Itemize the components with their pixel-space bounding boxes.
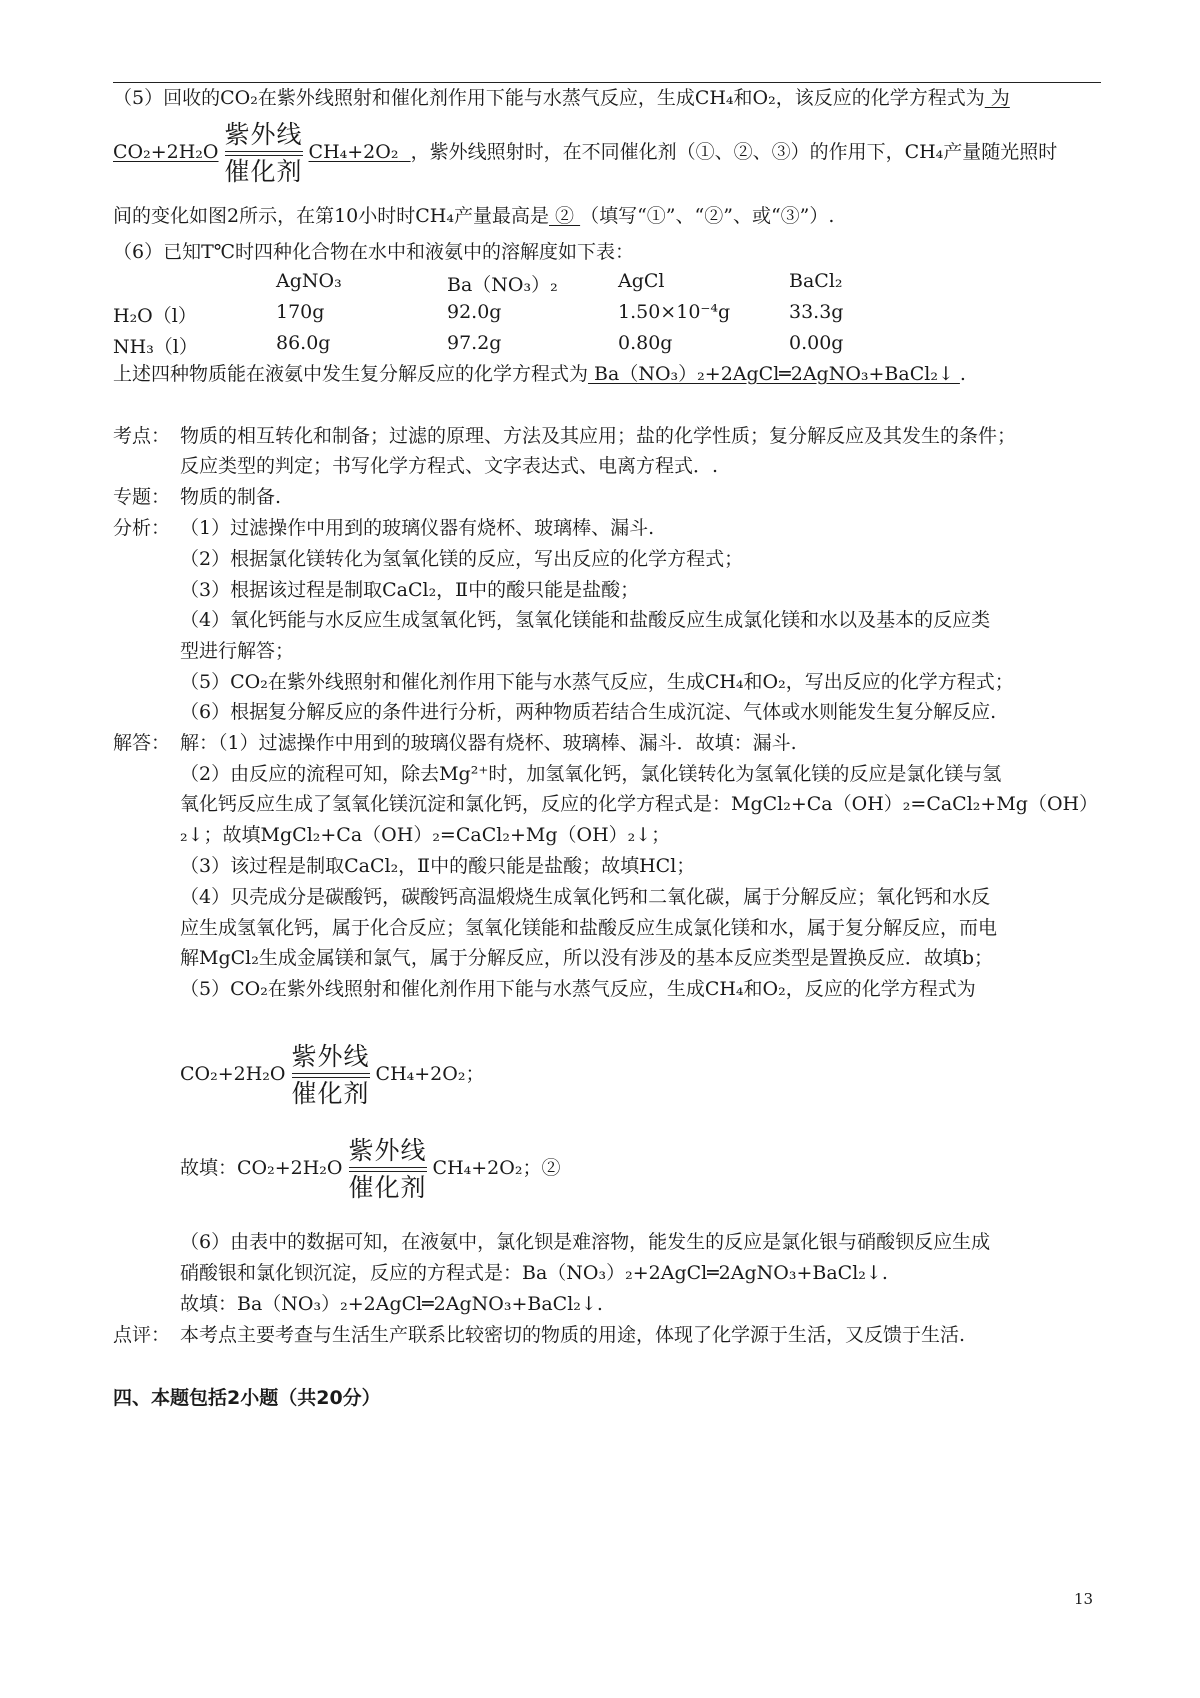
kaodian-line-1: 物质的相互转化和制备；过滤的原理、方法及其应用；盐的化学性质；复分解反应及其发生的条件；	[180, 425, 1017, 447]
jieda-line: 氧化钙反应生成了氢氧化镁沉淀和氯化钙，反应的化学方程式是：MgCl₂+Ca（OH）₂=CaCl₂+Mg（OH）	[180, 793, 1099, 815]
condition-bottom: 催化剂	[224, 156, 303, 186]
fenxi-label: 分析：	[113, 517, 171, 539]
jieda-line: （5）CO₂在紫外线照射和催化剂作用下能与水蒸气反应，生成CH₄和O₂，反应的化学方程式为	[180, 978, 976, 1000]
table-cell: 92.0g	[447, 301, 502, 323]
fenxi-line: 型进行解答；	[180, 640, 295, 662]
table-cell: 0.80g	[618, 332, 673, 354]
equation-left: CO₂+2H₂O	[113, 141, 219, 163]
jieda-equation-2	[180, 1135, 561, 1202]
kaodian-line-2: 反应类型的判定；书写化学方程式、文字表达式、电离方程式．.	[180, 455, 719, 477]
q5-line3-blank: ②	[549, 205, 581, 227]
table-cell: 33.3g	[789, 301, 844, 323]
zhuanti-label: 专题：	[113, 486, 171, 508]
q5-equation-blank	[113, 119, 411, 186]
table-cell: 0.00g	[789, 332, 844, 354]
q6-conclusion-blank: Ba（NO₃）₂+2AgCl═2AgNO₃+BaCl₂↓	[588, 363, 960, 385]
jieda-label: 解答：	[113, 732, 171, 754]
jieda-equation-1	[180, 1041, 485, 1108]
q5-line2-tail: ，紫外线照射时，在不同催化剂（①、②、③）的作用下，CH₄产量随光照时	[410, 141, 1058, 163]
q5-line3-tail: （填写“①”、“②”、或“③”）.	[580, 205, 835, 227]
dianping-label: 点评：	[113, 1324, 171, 1346]
jieda-line: （3）该过程是制取CaCl₂，Ⅱ中的酸只能是盐酸；故填HCl；	[180, 855, 696, 877]
jieda-line: ₂↓；故填MgCl₂+Ca（OH）₂=CaCl₂+Mg（OH）₂↓；	[180, 824, 671, 846]
q6-conclusion	[113, 362, 966, 386]
equation-right: CH₄+2O₂	[308, 141, 399, 163]
jieda-line: （2）由反应的流程可知，除去Mg²⁺时，加氢氧化钙，氯化镁转化为氢氧化镁的反应是氯化镁与氢	[180, 763, 1002, 785]
fenxi-line: （2）根据氯化镁转化为氢氧化镁的反应，写出反应的化学方程式；	[180, 548, 744, 570]
jieda-line: 应生成氢氧化钙，属于化合反应；氢氧化镁能和盐酸反应生成氯化镁和水，属于复分解反应，而电	[180, 917, 998, 939]
jieda-line: 解MgCl₂生成金属镁和氯气，属于分解反应，所以没有涉及的基本反应类型是置换反应．故填b；	[180, 947, 994, 969]
equation-left: CO₂+2H₂O	[180, 1063, 286, 1085]
table-header-bacl2: BaCl₂	[789, 270, 843, 292]
equals-bar	[349, 1167, 427, 1172]
reaction-condition	[219, 120, 309, 187]
reaction-condition	[286, 1042, 376, 1109]
q6-conclusion-end: .	[959, 363, 966, 385]
jieda6-line: 故填：Ba（NO₃）₂+2AgCl═2AgNO₃+BaCl₂↓.	[180, 1293, 603, 1315]
page-number: 13	[1074, 1590, 1094, 1608]
equation-prefix: 故填：CO₂+2H₂O	[180, 1157, 343, 1179]
kaodian-label: 考点：	[113, 425, 171, 447]
section-heading: 四、本题包括2小题（共20分）	[113, 1387, 381, 1409]
table-row-label-water: H₂O（l）	[113, 305, 197, 327]
equation-right: CH₄+2O₂；②	[432, 1157, 561, 1179]
fenxi-line: （6）根据复分解反应的条件进行分析，两种物质若结合生成沉淀、气体或水则能发生复分解反应.	[180, 701, 997, 723]
table-header-agno3: AgNO₃	[276, 270, 342, 292]
q5-line3	[113, 204, 834, 228]
q5-line3-text: 间的变化如图2所示，在第10小时时CH₄产量最高是	[113, 205, 549, 227]
equation-right: CH₄+2O₂；	[375, 1063, 485, 1085]
q5-line1-blank: 为	[984, 87, 1010, 109]
fenxi-line: （1）过滤操作中用到的玻璃仪器有烧杯、玻璃棒、漏斗.	[180, 517, 655, 539]
condition-top: 紫外线	[224, 119, 303, 149]
jieda6-line: 硝酸银和氯化钡沉淀，反应的方程式是：Ba（NO₃）₂+2AgCl═2AgNO₃+BaCl₂↓.	[180, 1262, 888, 1284]
jieda-line: 解：（1）过滤操作中用到的玻璃仪器有烧杯、玻璃棒、漏斗．故填：漏斗.	[180, 732, 797, 754]
condition-bottom: 催化剂	[291, 1078, 370, 1108]
equals-bar	[225, 151, 303, 156]
fenxi-line: （5）CO₂在紫外线照射和催化剂作用下能与水蒸气反应，生成CH₄和O₂，写出反应的化学方程式；	[180, 671, 1014, 693]
table-cell: 170g	[276, 301, 325, 323]
q5-line1-text: （5）回收的CO₂在紫外线照射和催化剂作用下能与水蒸气反应，生成CH₄和O₂，该反应的化学方程式为	[113, 87, 985, 109]
reaction-condition	[343, 1136, 433, 1203]
q5-equation-line	[113, 119, 1058, 186]
jieda-line: （4）贝壳成分是碳酸钙，碳酸钙高温煅烧生成氧化钙和二氧化碳，属于分解反应；氧化钙和水反	[180, 886, 991, 908]
q6-conclusion-text: 上述四种物质能在液氨中发生复分解反应的化学方程式为	[113, 363, 589, 385]
table-cell: 1.50×10⁻⁴g	[618, 301, 731, 323]
q6-intro: （6）已知T℃时四种化合物在水中和液氨中的溶解度如下表：	[113, 241, 635, 263]
dianping-text: 本考点主要考查与生活生产联系比较密切的物质的用途，体现了化学源于生活，又反馈于生活.	[180, 1324, 966, 1346]
condition-top: 紫外线	[348, 1135, 427, 1165]
condition-bottom: 催化剂	[348, 1172, 427, 1202]
condition-top: 紫外线	[291, 1041, 370, 1071]
table-header-bano32: Ba（NO₃）₂	[447, 274, 558, 296]
table-cell: 86.0g	[276, 332, 331, 354]
table-cell: 97.2g	[447, 332, 502, 354]
top-rule	[113, 82, 1101, 83]
fenxi-line: （4）氧化钙能与水反应生成氢氧化钙，氢氧化镁能和盐酸反应生成氯化镁和水以及基本的反应类	[180, 609, 991, 631]
table-header-agcl: AgCl	[618, 270, 665, 292]
table-row-label-ammonia: NH₃（l）	[113, 336, 198, 358]
equals-bar	[292, 1073, 370, 1078]
fenxi-line: （3）根据该过程是制取CaCl₂，Ⅱ中的酸只能是盐酸；	[180, 579, 640, 601]
zhuanti-text: 物质的制备.	[180, 486, 282, 508]
jieda6-line: （6）由表中的数据可知，在液氨中，氯化钡是难溶物，能发生的反应是氯化银与硝酸钡反应生成	[180, 1231, 991, 1253]
q5-line1	[113, 86, 1010, 110]
